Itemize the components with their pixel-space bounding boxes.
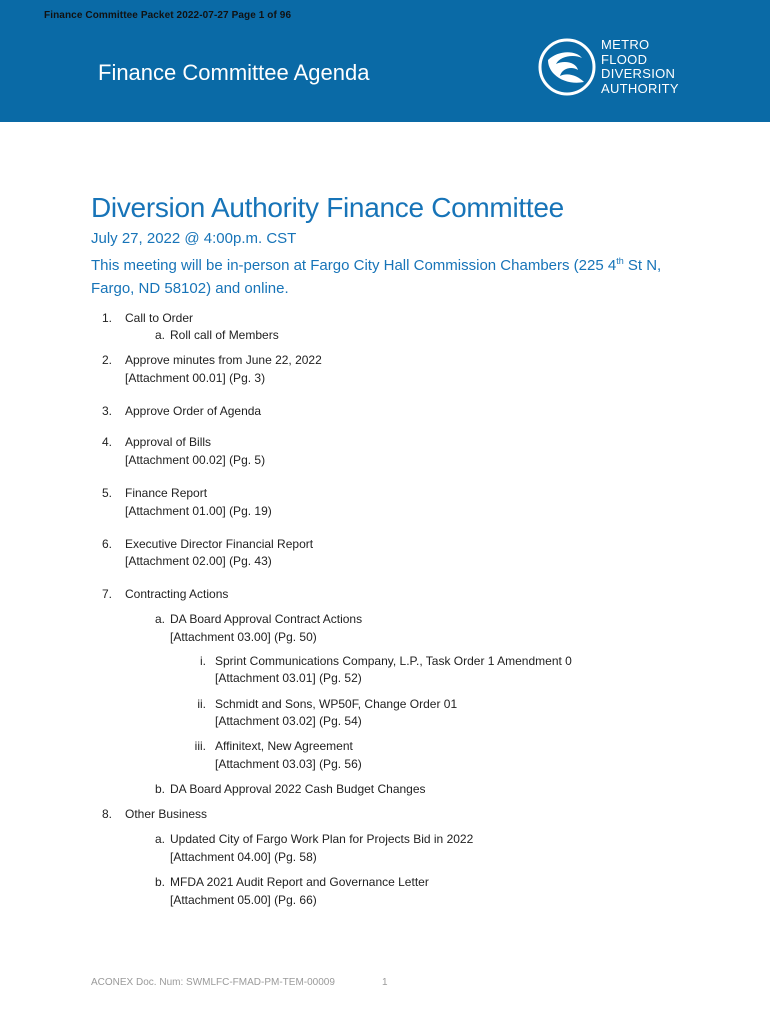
attachment-ref: [Attachment 03.00] (Pg. 50)	[170, 630, 317, 644]
logo-line: METRO	[601, 37, 650, 52]
attachment-ref: [Attachment 01.00] (Pg. 19)	[125, 504, 272, 518]
logo-line: FLOOD	[601, 51, 648, 67]
logo-line: AUTHORITY	[601, 80, 679, 96]
item-text: Schmidt and Sons, WP50F, Change Order 01	[215, 697, 458, 711]
attachment-ref: [Attachment 00.02] (Pg. 5)	[125, 453, 266, 467]
item-text: Approve minutes from June 22, 2022	[125, 353, 322, 367]
item-text: Finance Report	[125, 486, 208, 500]
item-number: 8.	[101, 807, 112, 821]
item-text: MFDA 2021 Audit Report and Governance Letter	[170, 875, 429, 889]
packet-label: Finance Committee Packet 2022-07-27 Page 1 of 96	[44, 10, 292, 21]
header-banner	[0, 0, 770, 122]
item-number: 7.	[101, 587, 112, 601]
item-number: 4.	[101, 435, 112, 449]
location-text-end: St N,	[623, 257, 662, 274]
attachment-ref: [Attachment 03.01] (Pg. 52)	[215, 671, 362, 685]
item-text: DA Board Approval Contract Actions	[170, 612, 363, 626]
item-number: b.	[154, 782, 165, 796]
item-number: i.	[200, 654, 206, 668]
attachment-ref: [Attachment 03.03] (Pg. 56)	[215, 757, 362, 771]
document-title: Diversion Authority Finance Committee	[91, 192, 564, 223]
item-text: Updated City of Fargo Work Plan for Projects Bid in 2022	[170, 832, 474, 846]
item-text: Affinitext, New Agreement	[215, 739, 353, 753]
item-text: Call to Order	[125, 311, 194, 325]
attachment-ref: [Attachment 00.01] (Pg. 3)	[125, 371, 266, 385]
logo-text	[601, 38, 679, 96]
attachment-ref: [Attachment 03.02] (Pg. 54)	[215, 714, 362, 728]
item-text: Sprint Communications Company, L.P., Task Order 1 Amendment 0	[215, 654, 572, 668]
banner-title: Finance Committee Agenda	[98, 60, 370, 85]
item-text: Roll call of Members	[170, 328, 279, 342]
attachment-ref: [Attachment 04.00] (Pg. 58)	[170, 850, 317, 864]
location-line-2: Fargo, ND 58102) and online.	[91, 280, 289, 297]
item-text: Approval of Bills	[125, 435, 212, 449]
item-text: Other Business	[125, 807, 208, 821]
item-number: b.	[154, 875, 165, 889]
footer-page-number: 1	[382, 977, 388, 988]
item-number: 5.	[101, 486, 112, 500]
item-text: Executive Director Financial Report	[125, 537, 314, 551]
item-text: Approve Order of Agenda	[125, 404, 262, 418]
meeting-date: July 27, 2022 @ 4:00p.m. CST	[91, 230, 297, 247]
item-number: a.	[154, 832, 165, 846]
item-number: a.	[154, 612, 165, 626]
attachment-ref: [Attachment 05.00] (Pg. 66)	[170, 893, 317, 907]
logo-line: DIVERSION	[601, 66, 676, 81]
river-swirl-icon	[538, 38, 596, 96]
location-superscript: th	[616, 256, 624, 266]
item-number: a.	[154, 328, 165, 342]
item-text: DA Board Approval 2022 Cash Budget Changes	[170, 782, 426, 796]
footer-doc-number: ACONEX Doc. Num: SWMLFC-FMAD-PM-TEM-00009	[91, 977, 335, 988]
item-number: 2.	[101, 353, 112, 367]
item-number: 1.	[101, 311, 112, 325]
item-number: ii.	[197, 697, 206, 711]
attachment-ref: [Attachment 02.00] (Pg. 43)	[125, 554, 272, 568]
item-number: iii.	[194, 739, 206, 753]
item-number: 6.	[101, 537, 112, 551]
item-text: Contracting Actions	[125, 587, 229, 601]
item-number: 3.	[101, 404, 112, 418]
location-text: This meeting will be in-person at Fargo City Hall Commission Chambers (225 4	[91, 257, 617, 274]
meeting-location	[91, 250, 691, 300]
